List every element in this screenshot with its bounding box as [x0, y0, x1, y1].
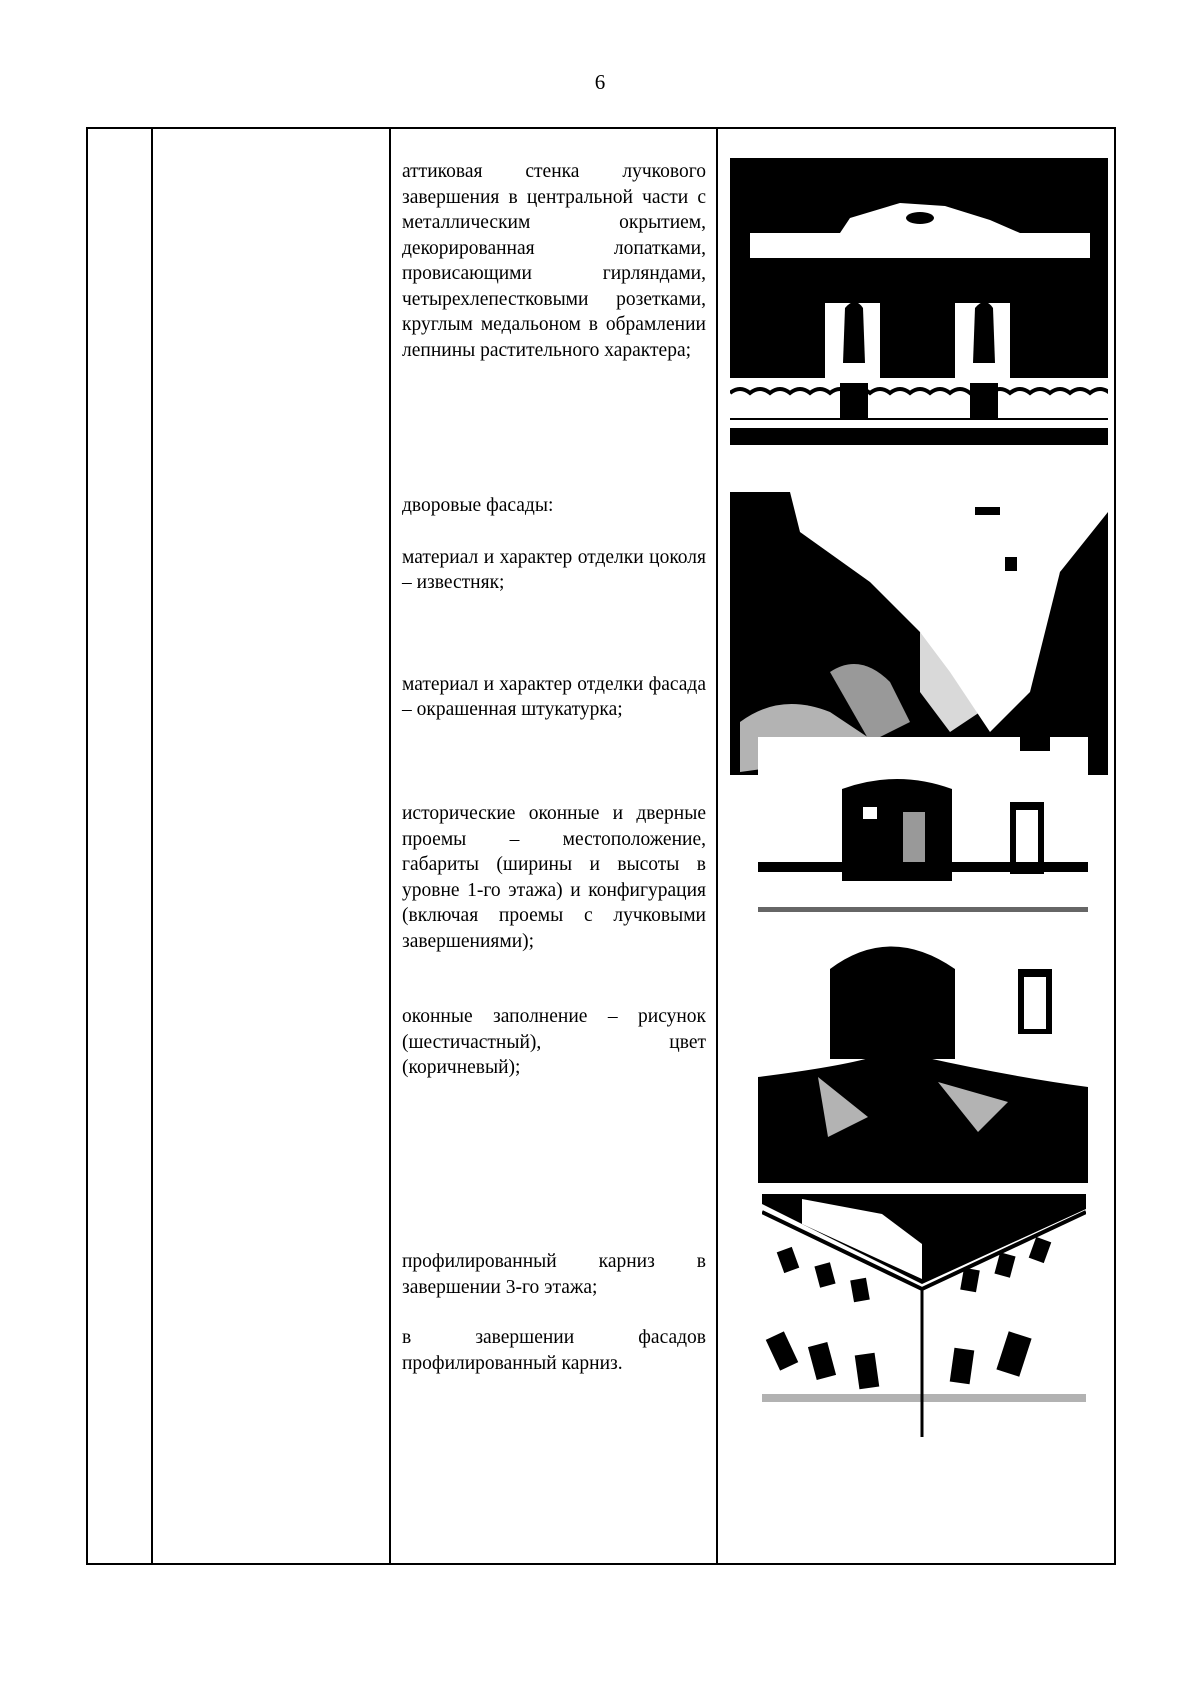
description-openings [402, 801, 706, 1081]
paragraph: оконные заполнение – рисунок (шестичастный), цвет (коричневый); [402, 1006, 706, 1078]
paragraph: в завершении фасадов профилированный карниз. [402, 1327, 706, 1374]
heritage-table [86, 127, 1116, 1565]
column-divider-1 [151, 129, 153, 1563]
paragraph: профилированный карниз в завершении 3-го этажа; [402, 1251, 706, 1298]
paragraph: материал и характер отделки фасада – окрашенная штукатурка; [402, 673, 706, 720]
description-attic-wall [402, 159, 706, 363]
description-courtyard-facades [402, 493, 706, 723]
page-number: 6 [594, 70, 606, 94]
paragraph: материал и характер отделки цоколя – известняк; [402, 546, 706, 593]
paragraph: исторические оконные и дверные проемы – местоположение, габариты (ширины и высоты в уровне 1-го этажа) и конфигурация (включая проемы с лучковыми завершениями); [402, 803, 706, 952]
paragraph: аттиковая стенка лучкового завершения в центральной части с металлическим окрытием, декорированная лопатками, провисающими гирляндами, четырехлепестковыми розетками, круглым медальоном в обрамлении лепнины растительного характера; [402, 161, 706, 361]
courtyard-facade-photo [730, 492, 1108, 775]
column-divider-3 [716, 129, 718, 1563]
attic-wall-photo [730, 158, 1108, 445]
paragraph: дворовые фасады: [402, 495, 554, 516]
cornice-photo [762, 1194, 1086, 1437]
description-cornice [402, 1249, 706, 1376]
column-divider-2 [389, 129, 391, 1563]
openings-photo [758, 737, 1088, 1183]
